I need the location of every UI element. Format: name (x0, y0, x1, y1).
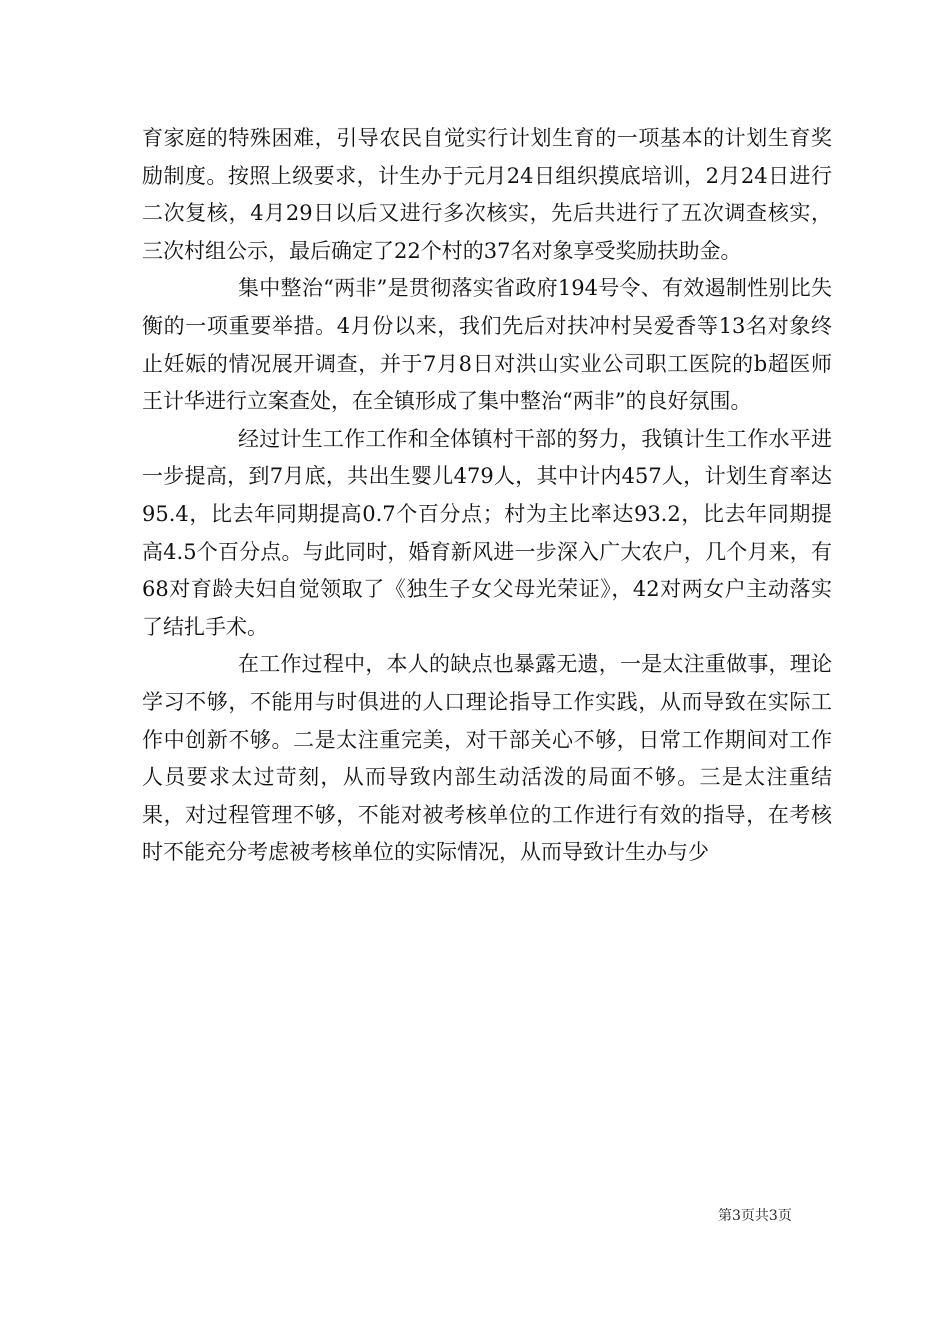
paragraph-3: 经过计生工作工作和全体镇村干部的努力，我镇计生工作水平进一步提高，到7月底，共出生婴儿479人，其中计内457人，计划生育率达95.4，比去年同期提高0.7个百分点；村为主比率达93.2，比去年同期提高4.5个百分点。与此同时，婚育新风进一步深入广大农户，几个月来，有68对育龄夫妇自觉领取了《独生子女父母光荣证》，42对两女户主动落实了结扎手术。 (142, 426, 832, 639)
paragraph-2: 集中整治“两非”是贯彻落实省政府194号令、有效遏制性别比失衡的一项重要举措。4月份以来，我们先后对扶冲村吴爱香等13名对象终止妊娠的情况展开调查，并于7月8日对洪山实业公司职工医院的b超医师王计华进行立案查处，在全镇形成了集中整治“两非”的良好氛围。 (142, 276, 832, 414)
document-body (142, 120, 832, 872)
paragraph-4: 在工作过程中，本人的缺点也暴露无遗，一是太注重做事，理论学习不够，不能用与时俱进的人口理论指导工作实践，从而导致在实际工作中创新不够。二是太注重完美，对干部关心不够，日常工作期间对工作人员要求太过苛刻，从而导致内部生动活泼的局面不够。三是太注重结果，对过程管理不够，不能对被考核单位的工作进行有效的指导，在考核时不能充分考虑被考核单位的实际情况，从而导致计生办与少 (142, 652, 832, 865)
paragraph-1: 育家庭的特殊困难，引导农民自觉实行计划生育的一项基本的计划生育奖励制度。按照上级要求，计生办于元月24日组织摸底培训，2月24日进行二次复核，4月29日以后又进行多次核实，先后共进行了五次调查核实，三次村组公示，最后确定了22个村的37名对象享受奖励扶助金。 (142, 126, 832, 263)
page-number: 第3页共3页 (718, 1208, 792, 1224)
